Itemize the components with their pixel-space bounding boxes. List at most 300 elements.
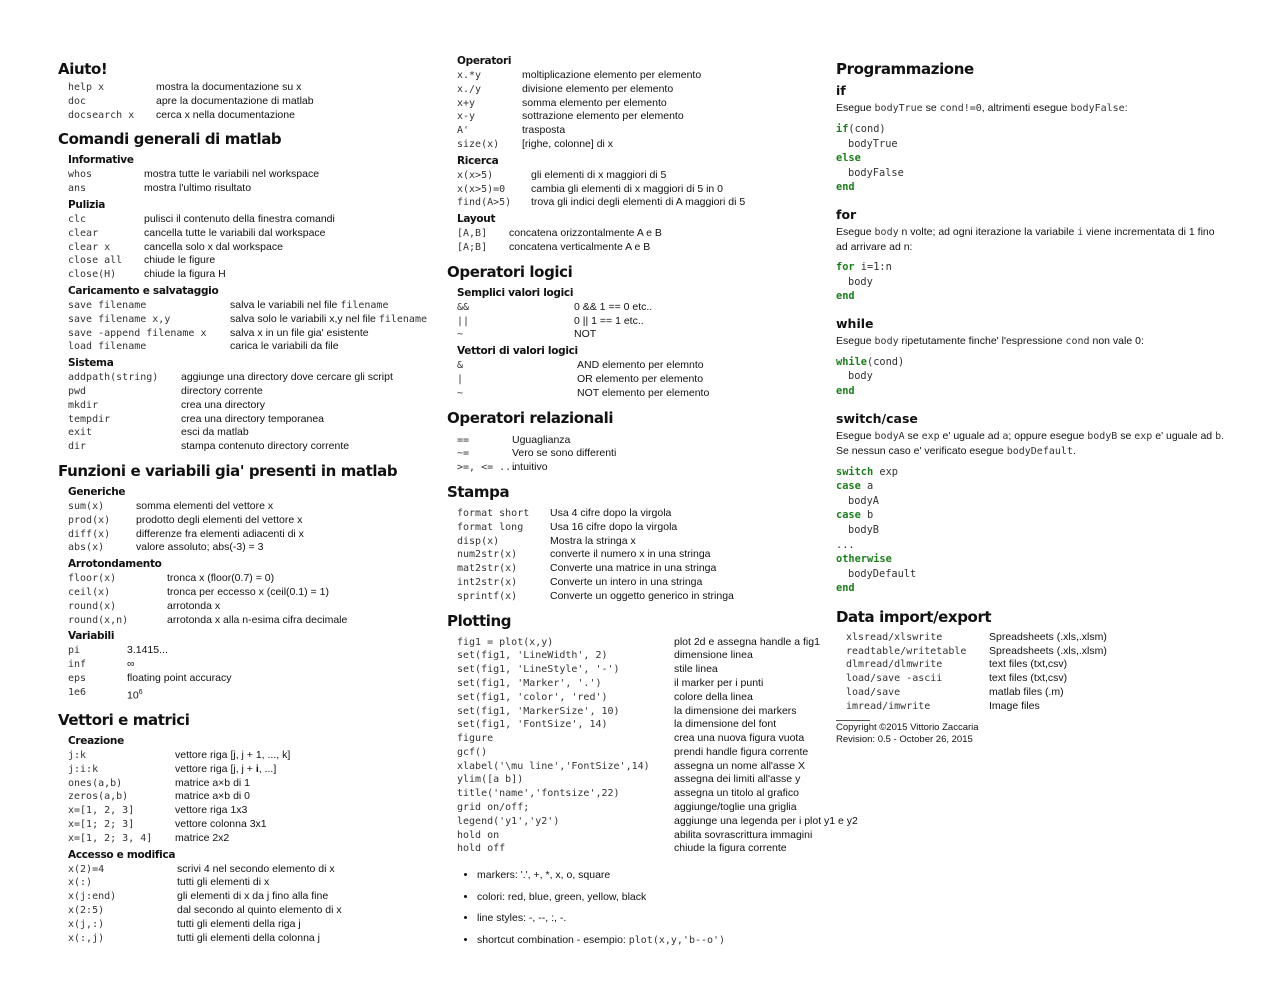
command: addpath(string) <box>68 372 159 384</box>
table-row <box>68 182 438 196</box>
description: assegna dei limiti all'asse y <box>674 773 801 786</box>
table-row <box>457 138 832 152</box>
command: format long <box>457 521 524 533</box>
keyword: switch <box>836 465 874 478</box>
description: AND elemento per elemnto <box>577 359 704 372</box>
subsection-title: Creazione <box>68 735 124 747</box>
list-item <box>477 933 832 948</box>
text: e' uguale ad <box>1152 429 1216 442</box>
table-row <box>68 904 438 918</box>
subsection-title: Layout <box>457 213 496 226</box>
logici-block <box>447 284 832 401</box>
command: exit <box>68 427 93 439</box>
table-row <box>457 760 832 774</box>
description: chiude la figura corrente <box>674 842 787 855</box>
table-row <box>457 124 832 138</box>
description: divisione elemento per elemento <box>522 82 674 95</box>
inline-code: a <box>1002 430 1009 442</box>
description-code: filename <box>340 299 389 311</box>
code-line: bodyFalse <box>848 166 904 179</box>
description: pulisci il contenuto della finestra comandi <box>144 212 335 225</box>
table-row <box>457 773 832 787</box>
table-row <box>457 373 832 387</box>
code-line: end <box>836 181 855 194</box>
command: find(A>5) <box>457 197 512 209</box>
table-row <box>457 636 832 650</box>
table-row <box>68 528 438 542</box>
subsection-title: Semplici valori logici <box>457 286 574 299</box>
table-row <box>68 514 438 528</box>
table-row <box>68 790 438 804</box>
description: trasposta <box>522 124 566 137</box>
description: colore della linea <box>674 690 753 703</box>
description: tutti gli elementi della colonna j <box>177 931 321 944</box>
description: apre la documentazione di matlab <box>156 94 314 107</box>
description: NOT <box>574 328 597 341</box>
description: chiude la figura H <box>144 268 226 281</box>
description: Usa 4 cifre dopo la virgola <box>550 506 672 519</box>
power-base: 10 <box>127 689 139 702</box>
subsection-title: Informative <box>68 154 134 167</box>
table-row <box>68 818 438 832</box>
table-row <box>457 718 832 732</box>
table-row <box>68 399 438 413</box>
command: whos <box>68 169 93 181</box>
command: x=[1, 2; 3, 4] <box>68 832 153 844</box>
text: se <box>1117 429 1135 442</box>
command: j:k <box>68 750 87 761</box>
description: text files (txt,csv) <box>989 672 1068 685</box>
text: , altrimenti esegue <box>981 102 1071 114</box>
description: plot 2d e assegna handle a fig1 <box>674 635 820 648</box>
table-row <box>457 842 832 856</box>
description: vettore riga 1x3 <box>175 804 248 817</box>
code-line <box>836 479 1228 494</box>
description: moltiplicazione elemento per elemento <box>522 69 702 81</box>
command: x-y <box>457 111 476 123</box>
description: valore assoluto; abs(-3) = 3 <box>136 541 264 554</box>
command: x(j,:) <box>68 918 105 930</box>
command: j:i:k <box>68 763 99 775</box>
table-row <box>457 169 832 183</box>
table-row <box>457 301 832 315</box>
command: ~= <box>457 448 470 460</box>
code-text: (cond) <box>848 123 886 135</box>
section-title-logici: Operatori logici <box>447 262 573 281</box>
table-row <box>457 241 832 255</box>
table-row <box>846 631 1228 645</box>
description <box>230 313 438 327</box>
operatori-block <box>447 52 832 255</box>
power-exponent: 6 <box>138 688 143 696</box>
code-line: bodyB <box>848 523 879 536</box>
command: round(x,n) <box>68 614 129 626</box>
copyright-text: Copyright ©2015 Vittorio Zaccaria <box>836 721 979 733</box>
command: floor(x) <box>68 573 117 585</box>
table-row <box>457 548 832 562</box>
description-text: vettore riga [j, j + <box>175 762 256 775</box>
command: help x <box>68 82 105 93</box>
description: concatena orizzontalmente A e B <box>509 227 662 240</box>
subsection-title: Ricerca <box>457 154 499 167</box>
inline-code: body <box>874 226 899 238</box>
table-row <box>68 644 438 658</box>
command: clear <box>68 227 99 239</box>
command: load/save -ascii <box>846 673 943 685</box>
table-row <box>68 614 438 628</box>
code-line: end <box>836 290 855 303</box>
description: Converte un intero in una stringa <box>550 575 703 588</box>
command: prod(x) <box>68 514 111 526</box>
description-text: , ...] <box>258 762 277 775</box>
text: . Se nessun caso e' verificato esegue <box>836 429 1225 457</box>
while-title: while <box>836 315 874 331</box>
command: disp(x) <box>457 535 500 547</box>
command: sum(x) <box>68 500 105 512</box>
for-title: for <box>836 206 857 222</box>
subsection-title: Variabili <box>68 630 115 643</box>
command: figure <box>457 733 494 745</box>
description: crea una nuova figura vuota <box>674 732 805 745</box>
table-row <box>457 814 858 829</box>
command: zeros(a,b) <box>68 791 129 803</box>
command: [A,B] <box>457 228 488 240</box>
caricamento-table <box>68 299 438 354</box>
column-right <box>836 52 1228 746</box>
command: x=[1, 2, 3] <box>68 805 135 817</box>
description: dimensione linea <box>674 649 753 662</box>
table-row <box>68 213 438 227</box>
description: dal secondo al quinto elemento di x <box>177 903 342 916</box>
table-row <box>457 746 832 760</box>
code-line <box>836 465 1228 480</box>
command: int2str(x) <box>457 576 518 588</box>
code-line <box>836 260 1228 275</box>
revision-text: Revision: 0.5 - October 26, 2015 <box>836 733 973 745</box>
inline-code: b <box>1215 430 1222 442</box>
if-description <box>836 101 1228 116</box>
text: non vale 0: <box>1089 334 1144 347</box>
description <box>127 686 438 703</box>
inline-code: bodyTrue <box>874 103 923 114</box>
inline-code: cond <box>1065 335 1090 347</box>
table-row <box>457 447 832 461</box>
description: concatena verticalmente A e B <box>509 240 651 253</box>
table-row <box>68 572 438 586</box>
command: ~ <box>457 387 464 399</box>
command: load filename <box>68 341 147 353</box>
description: NOT elemento per elemento <box>577 386 710 399</box>
copyright-note <box>836 720 979 746</box>
description: 0 || 1 == 1 etc.. <box>574 314 644 327</box>
command: diff(x) <box>68 528 111 540</box>
command: set(fig1, 'LineWidth', 2) <box>457 650 608 662</box>
table-row <box>457 576 832 590</box>
pulizia-table <box>68 213 438 282</box>
keyword: case <box>836 509 861 522</box>
inline-code: exp <box>1134 430 1153 442</box>
command: x(2)=4 <box>68 863 105 875</box>
for-code <box>836 260 1228 304</box>
keyword: if <box>836 123 849 135</box>
description: trova gli indici degli elementi di A maggiori di 5 <box>531 196 746 209</box>
table-row <box>68 918 438 932</box>
command: grid on/off; <box>457 802 530 814</box>
table-row <box>846 658 1228 672</box>
command: pwd <box>68 385 87 397</box>
command: save filename <box>68 299 147 311</box>
command: x=[1; 2; 3] <box>68 818 135 830</box>
command: x+y <box>457 97 476 109</box>
table-row <box>457 434 832 448</box>
command: ylim([a b]) <box>457 774 524 786</box>
command: imread/imwrite <box>846 700 931 712</box>
text: n volte; ad ogni iterazione la variabile <box>898 225 1078 238</box>
command: [A;B] <box>457 241 488 253</box>
ricerca-table <box>457 169 832 210</box>
command: save -append filename x <box>68 327 207 339</box>
section-title-relazionali: Operatori relazionali <box>447 408 614 427</box>
code-line: end <box>836 384 855 397</box>
description: aggiunge/toglie una griglia <box>674 801 797 814</box>
code-text: (cond) <box>867 355 905 368</box>
text: se <box>904 429 922 442</box>
plotting-bullets <box>447 868 832 948</box>
layout-table <box>457 227 832 255</box>
command: mkdir <box>68 399 99 411</box>
comandi-block <box>58 151 438 454</box>
code-line: end <box>836 582 855 595</box>
description: prendi handle figura corrente <box>674 745 809 758</box>
description: assegna un titolo al grafico <box>674 787 799 800</box>
description: arrotonda x <box>167 599 221 612</box>
bullet-code: plot(x,y,'b--o') <box>628 934 726 946</box>
description: Vero se sono differenti <box>512 447 617 460</box>
table-row <box>68 586 438 600</box>
table-row <box>68 890 438 904</box>
subsection-title: Pulizia <box>68 198 106 211</box>
command: legend('y1','y2') <box>457 815 560 827</box>
command: set(fig1, 'LineStyle', '-') <box>457 664 620 676</box>
table-row <box>68 658 438 672</box>
aiuto-table <box>58 81 438 122</box>
section-title-aiuto: Aiuto! <box>58 60 108 78</box>
description: gli elementi di x maggiori di 5 <box>531 168 667 181</box>
table-row <box>68 804 438 818</box>
column-left <box>58 52 438 945</box>
relazionali-block <box>447 430 832 475</box>
command: size(x) <box>457 138 500 150</box>
code-line: body <box>848 275 873 288</box>
description-bold: i <box>255 762 259 775</box>
code-line: ... <box>836 538 855 551</box>
code-line <box>836 122 1228 137</box>
command: x(j:end) <box>68 891 117 903</box>
table-row <box>457 227 832 241</box>
description: la dimensione dei markers <box>674 704 797 717</box>
accesso-table <box>68 863 438 946</box>
table-row <box>457 110 832 124</box>
section-title-comandi: Comandi generali di matlab <box>58 130 282 149</box>
subsection-title: Operatori <box>457 55 512 67</box>
code-line: bodyTrue <box>848 137 898 150</box>
description: tronca x (floor(0.7) = 0) <box>167 572 275 585</box>
table-row <box>457 535 832 549</box>
table-row <box>457 359 832 373</box>
code-text: a <box>860 480 874 493</box>
command: dlmread/dlmwrite <box>846 659 943 671</box>
description: [righe, colonne] di x <box>522 137 614 150</box>
inline-code: cond!=0 <box>939 103 982 114</box>
description: Spreadsheets (.xls,.xlsm) <box>989 630 1107 643</box>
description: tutti gli elementi di x <box>177 876 270 889</box>
table-row <box>457 801 832 815</box>
subsection-title: Accesso e modifica <box>68 848 176 861</box>
description: somma elemento per elemento <box>522 96 667 109</box>
command: ~ <box>457 329 464 341</box>
stampa-block <box>447 504 832 604</box>
description: differenze fra elementi adiacenti di x <box>136 527 304 540</box>
semplici-table <box>457 301 832 342</box>
section-title-vettori: Vettori e matrici <box>58 711 190 729</box>
description: Mostra la stringa x <box>550 534 636 547</box>
table-row <box>68 440 438 454</box>
command: hold off <box>457 843 506 855</box>
keyword: for <box>836 260 855 273</box>
code-text: b <box>860 509 874 522</box>
section-title-plotting: Plotting <box>447 611 512 630</box>
table-row <box>457 663 832 677</box>
table-row <box>68 777 438 791</box>
description: aggiunge una directory dove cercare gli script <box>181 371 393 384</box>
description: chiude le figure <box>144 254 216 267</box>
table-row <box>68 95 438 109</box>
description: Uguaglianza <box>512 433 571 446</box>
code-text: i=1:n <box>854 260 892 273</box>
inline-code: bodyA <box>874 430 905 442</box>
code-line: body <box>848 370 873 383</box>
code-line: otherwise <box>836 553 892 566</box>
table-row <box>457 328 832 342</box>
vettori-block <box>58 732 438 945</box>
description <box>230 340 438 354</box>
table-row <box>68 500 438 514</box>
description-text: salva le variabili nel file <box>230 298 341 311</box>
command: 1e6 <box>68 686 87 698</box>
inline-code: bodyDefault <box>1006 445 1073 457</box>
description: Usa 16 cifre dopo la virgola <box>550 520 678 533</box>
switch-title: switch/case <box>836 410 918 426</box>
table-row <box>68 227 438 241</box>
description: Converte un oggetto generico in stringa <box>550 589 734 602</box>
if-title: if <box>836 83 846 98</box>
description: abilita sovrascrittura immagini <box>674 828 813 841</box>
table-row <box>68 241 438 255</box>
command: pi <box>68 645 81 657</box>
command: xlsread/xlswrite <box>846 631 943 643</box>
table-row <box>68 340 438 354</box>
text: Esegue <box>836 102 875 114</box>
inline-code: exp <box>921 430 940 442</box>
description: mostra l'ultimo risultato <box>144 182 252 195</box>
table-row <box>68 254 438 268</box>
description: scrivi 4 nel secondo elemento di x <box>177 862 335 875</box>
description: assegna un nome all'asse X <box>674 759 806 772</box>
table-row <box>457 691 832 705</box>
description: directory corrente <box>181 384 263 397</box>
description: stampa contenuto directory corrente <box>181 440 350 453</box>
description: gli elementi di x da j fino alla fine <box>177 890 329 903</box>
vettori-logici-table <box>457 359 832 400</box>
table-row <box>457 649 832 663</box>
text: e' uguale ad <box>939 429 1003 442</box>
command: hold on <box>457 829 500 841</box>
sistema-table <box>68 371 438 454</box>
table-row <box>68 763 438 777</box>
description: vettore riga [j, j + 1, ..., k] <box>175 749 291 761</box>
plotting-block <box>447 633 858 857</box>
command: tempdir <box>68 413 111 425</box>
description: cancella solo x dal workspace <box>144 240 283 253</box>
description: esci da matlab <box>181 426 249 439</box>
subsection-title: Generiche <box>68 485 126 498</box>
arrotondamento-table <box>68 572 438 627</box>
command: sprintf(x) <box>457 590 518 602</box>
inline-code: body <box>874 335 899 347</box>
description: stile linea <box>674 663 718 676</box>
table-row <box>68 313 438 327</box>
while-description <box>836 334 1228 349</box>
funzioni-block <box>58 483 438 703</box>
description: tutti gli elementi della riga j <box>177 917 301 930</box>
while-code <box>836 355 1228 399</box>
table-row <box>68 863 438 877</box>
table-row <box>457 183 832 197</box>
table-row <box>68 81 438 95</box>
code-line: bodyA <box>848 494 879 507</box>
if-code <box>836 122 1228 195</box>
command: eps <box>68 672 87 684</box>
description: matrice 2x2 <box>175 831 230 844</box>
description: cerca x nella documentazione <box>156 108 295 121</box>
command: ceil(x) <box>68 586 111 598</box>
dataio-block <box>836 629 1228 714</box>
description: Image files <box>989 699 1040 712</box>
code-line: bodyDefault <box>848 567 917 580</box>
text: Esegue <box>836 429 875 442</box>
table-row <box>68 371 438 385</box>
description: intuitivo <box>512 461 548 474</box>
command: set(fig1, 'MarkerSize', 10) <box>457 705 620 717</box>
table-row <box>68 327 438 341</box>
description: 3.1415... <box>127 644 168 657</box>
description: cambia gli elementi di x maggiori di 5 in 0 <box>531 182 724 195</box>
description: OR elemento per elemento <box>577 372 704 385</box>
table-row <box>457 732 832 746</box>
table-row <box>846 672 1228 686</box>
table-row <box>68 672 438 686</box>
table-row <box>68 932 438 946</box>
table-row <box>457 196 832 210</box>
command: x./y <box>457 83 482 95</box>
command: save filename x,y <box>68 313 171 325</box>
informative-table <box>68 168 438 196</box>
section-title-stampa: Stampa <box>447 482 510 501</box>
description: matrice a×b di 0 <box>175 790 250 803</box>
table-row <box>846 700 1228 714</box>
table-row <box>68 686 438 703</box>
table-row <box>457 83 832 97</box>
